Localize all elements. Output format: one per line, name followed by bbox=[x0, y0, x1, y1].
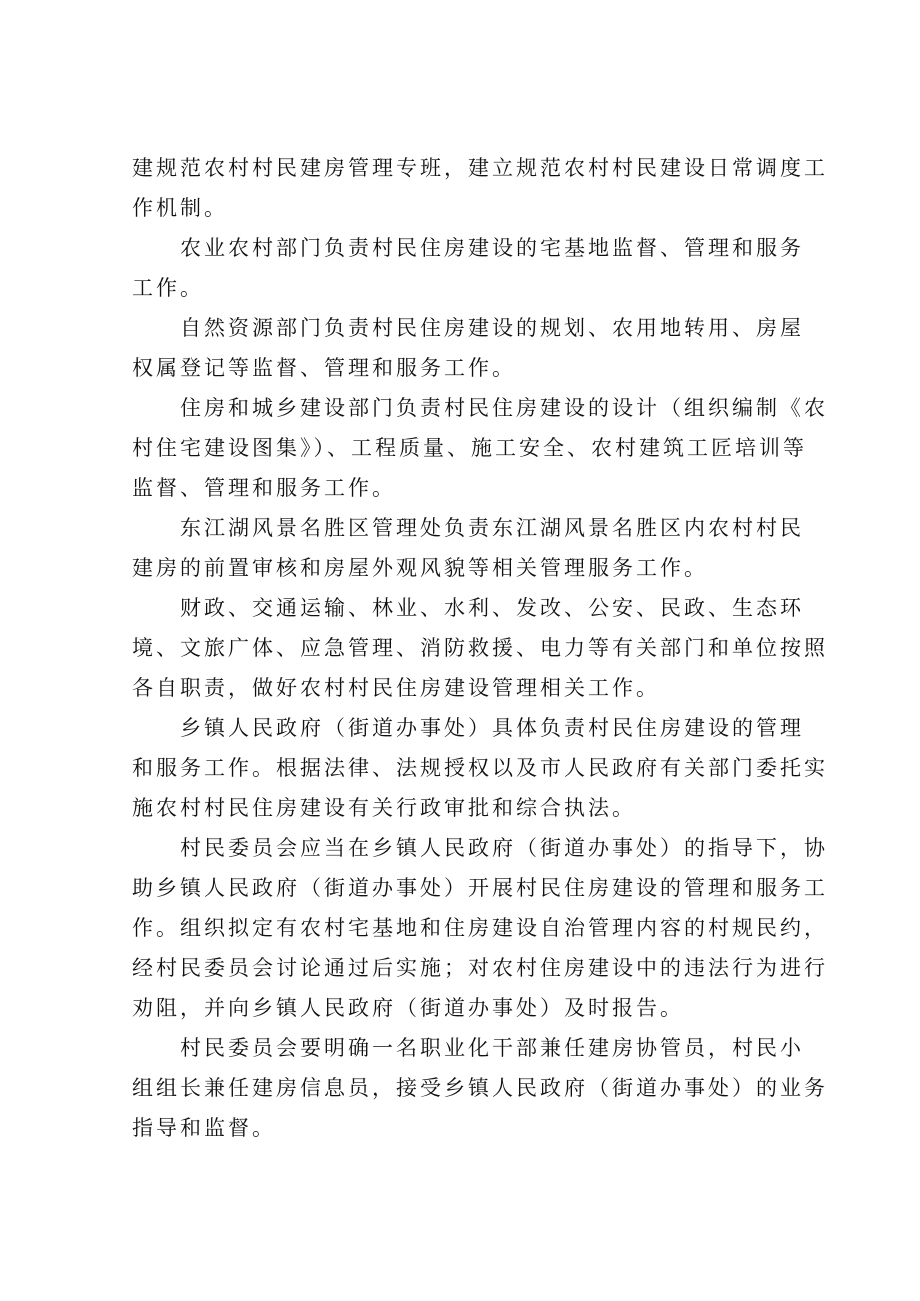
paragraph-line: 村民委员会要明确一名职业化干部兼任建房协管员，村民小 bbox=[180, 1036, 804, 1060]
paragraph-line: 住房和城乡建设部门负责村民住房建设的设计（组织编制《农 bbox=[180, 396, 828, 420]
paragraph-line: 农业农村部门负责村民住房建设的宅基地监督、管理和服务 bbox=[180, 236, 804, 260]
paragraph bbox=[132, 228, 804, 308]
paragraph-line: 境、文旅广体、应急管理、消防救援、电力等有关部门和单位按照 bbox=[132, 636, 828, 660]
paragraph-line: 劝阻，并向乡镇人民政府（街道办事处）及时报告。 bbox=[132, 996, 684, 1020]
paragraph bbox=[132, 1028, 828, 1148]
paragraph-line: 施农村村民住房建设有关行政审批和综合执法。 bbox=[132, 796, 636, 820]
paragraph-line: 和服务工作。根据法律、法规授权以及市人民政府有关部门委托实 bbox=[132, 756, 828, 780]
paragraph-line: 指导和监督。 bbox=[132, 1116, 276, 1140]
paragraph-line: 权属登记等监督、管理和服务工作。 bbox=[132, 356, 516, 380]
paragraph bbox=[132, 708, 828, 828]
document-body bbox=[132, 148, 828, 1148]
paragraph bbox=[132, 508, 804, 588]
paragraph-line: 助乡镇人民政府（街道办事处）开展村民住房建设的管理和服务工 bbox=[132, 876, 828, 900]
paragraph-line: 建房的前置审核和房屋外观风貌等相关管理服务工作。 bbox=[132, 556, 708, 580]
paragraph-line: 东江湖风景名胜区管理处负责东江湖风景名胜区内农村村民 bbox=[180, 516, 804, 540]
paragraph bbox=[132, 828, 828, 1028]
paragraph bbox=[132, 148, 828, 228]
paragraph-line: 乡镇人民政府（街道办事处）具体负责村民住房建设的管理 bbox=[180, 716, 804, 740]
paragraph-line: 村住宅建设图集》）、工程质量、施工安全、农村建筑工匠培训等 bbox=[132, 436, 807, 460]
paragraph bbox=[132, 308, 804, 388]
paragraph-line: 作机制。 bbox=[132, 196, 228, 220]
paragraph-line: 建规范农村村民建房管理专班，建立规范农村村民建设日常调度工 bbox=[132, 156, 828, 180]
paragraph-line: 自然资源部门负责村民住房建设的规划、农用地转用、房屋 bbox=[180, 316, 804, 340]
paragraph-line: 监督、管理和服务工作。 bbox=[132, 476, 396, 500]
paragraph-line: 村民委员会应当在乡镇人民政府（街道办事处）的指导下，协 bbox=[180, 836, 828, 860]
paragraph-line: 作。组织拟定有农村宅基地和住房建设自治管理内容的村规民约， bbox=[132, 916, 828, 940]
paragraph bbox=[132, 388, 828, 508]
paragraph-line: 经村民委员会讨论通过后实施；对农村住房建设中的违法行为进行 bbox=[132, 956, 828, 980]
paragraph-line: 各自职责，做好农村村民住房建设管理相关工作。 bbox=[132, 676, 660, 700]
paragraph-line: 组组长兼任建房信息员，接受乡镇人民政府（街道办事处）的业务 bbox=[132, 1076, 828, 1100]
paragraph-line: 财政、交通运输、林业、水利、发改、公安、民政、生态环 bbox=[180, 596, 804, 620]
paragraph-line: 工作。 bbox=[132, 276, 204, 300]
paragraph bbox=[132, 588, 828, 708]
